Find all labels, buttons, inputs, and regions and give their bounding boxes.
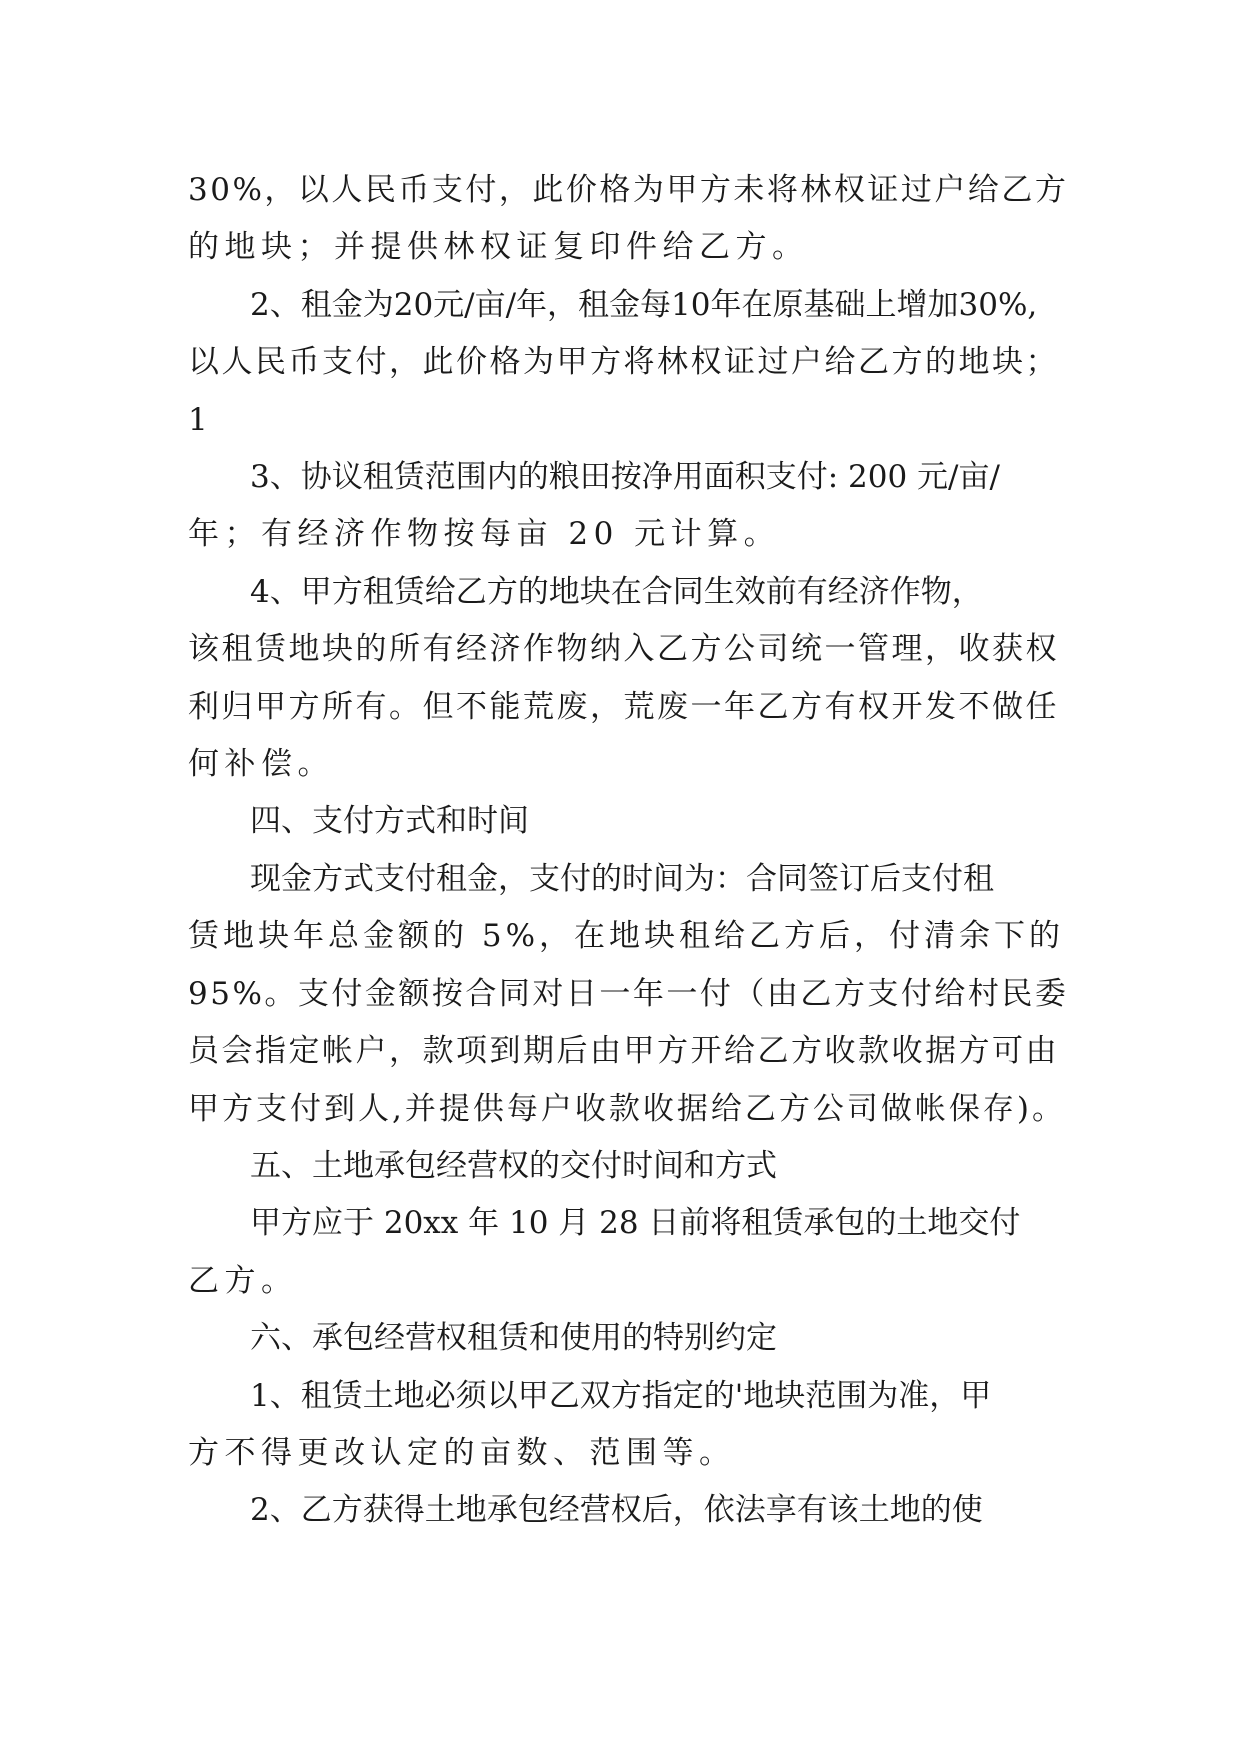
section-heading: 四、支付方式和时间: [250, 803, 529, 840]
text-line: 2、租金为20元/亩/年，租金每10年在原基础上增加30%,: [250, 286, 1038, 323]
text-line: 乙方。: [188, 1262, 298, 1299]
section-heading: 五、土地承包经营权的交付时间和方式: [250, 1147, 777, 1184]
text-line: 以人民币支付，此价格为甲方将林权证过户给乙方的地块；: [188, 344, 1059, 381]
text-line: 甲方支付到人,并提供每户收款收据给乙方公司做帐保存)。: [188, 1090, 1066, 1127]
text-line: 赁地块年总金额的 5%，在地块租给乙方后，付清余下的: [188, 918, 1065, 955]
text-line: 30%，以人民币支付，此价格为甲方未将林权证过户给乙方: [188, 172, 1069, 208]
section-heading: 六、承包经营权租赁和使用的特别约定: [250, 1320, 777, 1357]
text-line: 年；有经济作物按每亩 20 元计算。: [188, 516, 781, 553]
text-line: 的地块；并提供林权证复印件给乙方。: [188, 229, 809, 266]
text-line: 利归甲方所有。但不能荒废，荒废一年乙方有权开发不做任: [188, 688, 1059, 725]
text-line: 1: [188, 401, 214, 438]
text-line: 4、甲方租赁给乙方的地块在合同生效前有经济作物，: [250, 573, 983, 610]
text-line: 95%。支付金额按合同对日一年一付（由乙方支付给村民委: [188, 975, 1069, 1012]
text-line: 何补偿。: [188, 746, 334, 783]
text-line: 方不得更改认定的亩数、范围等。: [188, 1434, 736, 1471]
text-line: 现金方式支付租金，支付的时间为：合同签订后支付租: [250, 860, 994, 897]
document-body: [188, 162, 1068, 1540]
text-line: 3、协议租赁范围内的粮田按净用面积支付: 200 元/亩/: [250, 459, 1000, 496]
text-line: 甲方应于 20xx 年 10 月 28 日前将租赁承包的土地交付: [250, 1205, 1021, 1242]
text-line: 该租赁地块的所有经济作物纳入乙方公司统一管理，收获权: [188, 631, 1059, 668]
text-line: 1、租赁土地必须以甲乙双方指定的'地块范围为准，甲: [250, 1377, 992, 1414]
text-line: 2、乙方获得土地承包经营权后，依法享有该土地的使: [250, 1492, 983, 1529]
text-line: 员会指定帐户，款项到期后由甲方开给乙方收款收据方可由: [188, 1033, 1059, 1070]
